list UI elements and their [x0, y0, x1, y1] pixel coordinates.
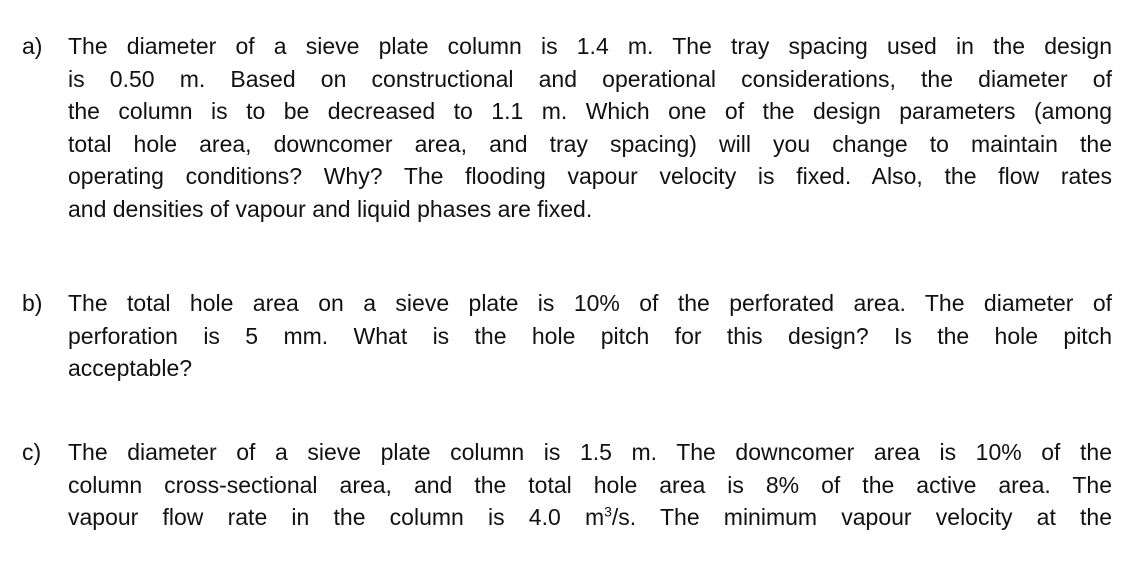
text-line: The diameter of a sieve plate column is 1.5 m. The downcomer area is 10% of the — [68, 439, 1112, 465]
question-label: c) — [22, 439, 42, 465]
text-line: The total hole area on a sieve plate is 10% of the perforated area. The diameter of — [68, 290, 1112, 316]
text-line: and densities of vapour and liquid phases are fixed. — [68, 195, 593, 222]
text-line: perforation is 5 mm. What is the hole pitch for this design? Is the hole pitch — [68, 322, 1112, 349]
text-line: total hole area, downcomer area, and tray spacing) will you change to maintain the — [68, 130, 1112, 157]
text-fragment: /s. The minimum vapour velocity at the — [611, 504, 1112, 530]
text-fragment: vapour flow rate in the column is 4.0 m — [68, 504, 605, 530]
text-line — [68, 501, 1112, 534]
question-text — [68, 30, 1112, 225]
text-line: the column is to be decreased to 1.1 m. Which one of the design parameters (among — [68, 98, 1112, 124]
text-line: is 0.50 m. Based on constructional and operational considerations, the diameter of — [68, 65, 1112, 92]
question-a — [22, 30, 1112, 225]
superscript: 3 — [604, 503, 612, 520]
question-b — [22, 287, 1112, 385]
text-line: acceptable? — [68, 355, 193, 381]
question-text — [68, 287, 1112, 385]
question-c — [22, 436, 1112, 534]
question-label: a) — [22, 33, 43, 59]
question-label: b) — [22, 290, 43, 316]
text-line: The diameter of a sieve plate column is 1.4 m. The tray spacing used in the design — [68, 33, 1112, 59]
text-line: operating conditions? Why? The flooding vapour velocity is fixed. Also, the flow rates — [68, 163, 1112, 189]
question-text — [68, 436, 1112, 534]
text-line: column cross-sectional area, and the total hole area is 8% of the active area. The — [68, 471, 1112, 498]
